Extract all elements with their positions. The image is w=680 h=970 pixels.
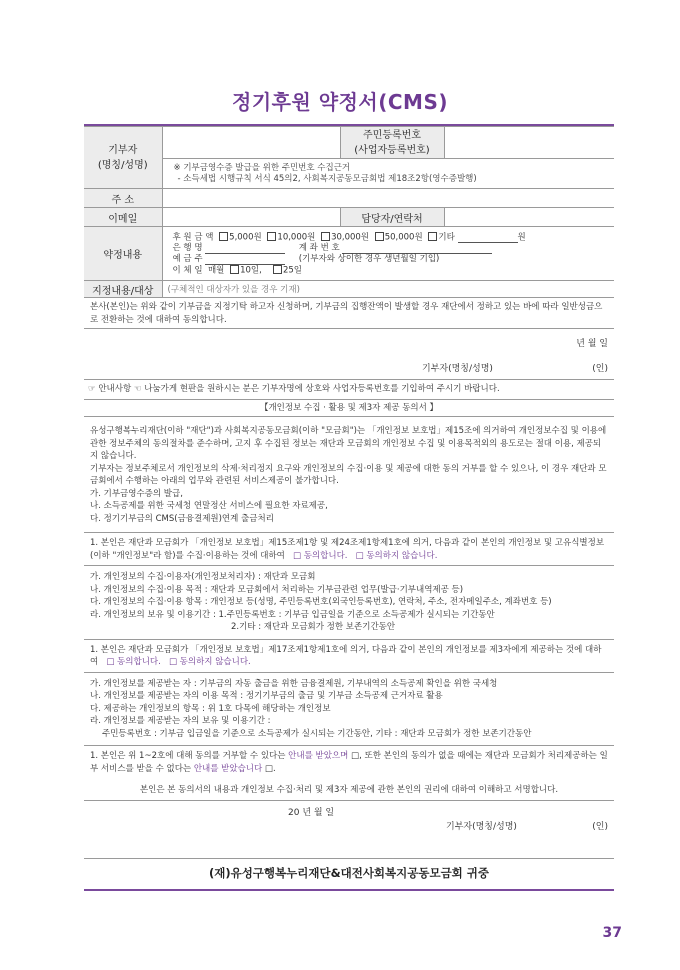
consent-q1: 1. 본인은 재단과 모금회가 「개인정보 보호법」제15조제1항 및 제24조제1항제1호에 의거, 다음과 같이 본인의 개인정보 및 고유식별정보(이하 "개인정보"라 함)를 수집·이용하는 것에 대하여 □ 동의합니다. □ 동의하지 않습니다. bbox=[90, 538, 605, 561]
contact-label: 담당자/연락처 bbox=[340, 208, 444, 227]
holder-row: 예 금 주 (기부자와 상이한 경우 생년월일 기입) bbox=[172, 253, 440, 264]
consent-q2: 1. 본인은 재단과 모금회가 「개인정보 보호법」제17조제1항제1호에 의거, 다음과 같이 본인의 개인정보를 제3자에게 제공하는 것에 대하여 □ 동의합니다. □ 동의하지 않습니다. bbox=[90, 644, 602, 667]
amount-checkbox-other[interactable] bbox=[428, 232, 437, 241]
receipt-note: ※ 기부금영수증 발급을 위한 주민번호 수집근거 - 소득세법 시행규칙 서식 45의2, 사회복지공동모금회법 제18조2항(영수증발행) bbox=[162, 159, 614, 189]
bank-name-input[interactable] bbox=[205, 244, 285, 254]
email-field[interactable] bbox=[162, 208, 340, 227]
withdraw-row: 이 체 일 매월 10일, 25일 bbox=[172, 265, 302, 275]
q2-disagree-option[interactable]: □ 동의하지 않습니다. bbox=[168, 657, 251, 667]
signature-area bbox=[84, 329, 614, 379]
consent-q3: 1. 본인은 위 1~2호에 대해 동의를 거부할 수 있다는 안내를 받았으며 □, 또한 본인의 동의가 없을 때에는 재단과 모금회가 처리제공하는 일부 서비스를 받을 수 없다는 안내를 받았습니다 □. bbox=[90, 751, 608, 774]
agreement-text: 본사(본인)는 위와 같이 기부금을 지정기탁 하고자 신청하며, 기부금의 집행잔액이 발생할 경우 재단에서 정하고 있는 바에 따라 일반성금으로 전환하는 것에 대하여 동의합니다. bbox=[90, 302, 603, 325]
resident-no-label: 주민등록번호 (사업자등록번호) bbox=[340, 127, 444, 159]
consent-title: 【개인정보 수집 · 활용 및 제3자 제공 동의서 】 bbox=[259, 402, 439, 413]
q2-agree-option[interactable]: □ 동의합니다. bbox=[106, 657, 161, 667]
consent-service-2: 나. 소득공제를 위한 국세청 연말정산 서비스에 필요한 자료제공, bbox=[90, 501, 328, 511]
account-holder-input[interactable] bbox=[205, 255, 285, 265]
q1-agree-option[interactable]: □ 동의합니다. bbox=[293, 550, 348, 561]
designation-label: 지정내용/대상 bbox=[84, 281, 162, 298]
sign-date: 년 월 일 bbox=[576, 339, 608, 349]
final-sign-area bbox=[84, 801, 614, 835]
pledge-content bbox=[162, 227, 614, 281]
designation-field[interactable]: (구체적인 대상자가 있을 경우 기재) bbox=[162, 281, 614, 298]
pledge-label: 약정내용 bbox=[84, 227, 162, 281]
amount-checkbox-50000[interactable] bbox=[375, 232, 384, 241]
page-title: 정기후원 약정서(CMS) bbox=[232, 90, 448, 114]
pledge-table bbox=[84, 126, 614, 298]
pledge-form bbox=[84, 124, 614, 835]
consent-service-1: 가. 기부금영수증의 발급, bbox=[90, 488, 183, 499]
consent-q1-items: 가. 개인정보의 수집·이용자(개인정보처리자) : 재단과 모금회 나. 개인정보의 수집·이용 목적 : 재단과 모금회에서 처리하는 기부금관련 업무(발급·기부내역제공 등) 다. 개인정보의 수집·이용 항목 : 개인정보 등(성명, 주민등록번호(외국인등록번호), 연락처, 주소, 전자메일주소, 계좌번호 등) 라. 개인정보의 보유 및 이용기간 : 1.주민등록번호 : 기부금 입금일을 기준으로 소득공제가 실시되는 기간동안 2.기타 : 재단과 모금회가 정한 보존기간동안 bbox=[90, 572, 552, 632]
q1-disagree-option[interactable]: □ 동의하지 않습니다. bbox=[355, 550, 438, 561]
account-number-input[interactable] bbox=[342, 244, 492, 254]
bank-row: 은 행 명 계 좌 번 호 bbox=[173, 243, 609, 254]
guide-note: ☞ 안내사항 ☜ 나눔가게 현판을 원하시는 분은 기부자명에 상호와 사업자등록번호를 기입하여 주시기 바랍니다. bbox=[88, 384, 500, 394]
amount-checkbox-30000[interactable] bbox=[321, 232, 330, 241]
withdraw-checkbox-25[interactable] bbox=[273, 265, 282, 274]
amount-checkbox-5000[interactable] bbox=[219, 232, 228, 241]
page-number: 37 bbox=[602, 925, 622, 941]
final-date: 20 년 월 일 bbox=[288, 807, 335, 818]
donor-name-field[interactable] bbox=[162, 127, 340, 159]
address-label: 주 소 bbox=[84, 189, 162, 208]
consent-intro: 유성구행복누리재단(이하 "재단")과 사회복지공동모금회(이하 "모금회")는 「개인정보 보호법」제15조에 의거하여 개인정보수집 및 이용에 관한 정보주체의 동의절차를 준수하며, 고지 후 수집된 정보는 재단과 모금회의 개인정보 수집 및 이용목적외의 용도로는 절대 이용, 제공되지 않습니다. 기부자는 정보주체로서 개인정보의 삭제·처리정지 요구와 개인정보의 수집·이용 및 제공에 대한 동의 거부를 할 수 있으나, 이 경우 재단과 모금회에서 수행하는 아래의 업무와 관련된 서비스제공이 불가합니다. 가. 기부금영수증의 발급, 나. 소득공제를 위한 국세청 연말정산 서비스에 필요한 자료제공, 다. 정기기부금의 CMS(금융결제원)연계 출금처리 bbox=[90, 426, 607, 524]
email-label: 이메일 bbox=[84, 208, 162, 227]
contact-field[interactable] bbox=[444, 208, 614, 227]
q3-notice-1[interactable]: 안내를 받았으며 bbox=[288, 751, 349, 761]
consent-q2-items: 가. 개인정보를 제공받는 자 : 기부금의 자동 출금을 위한 금융결제원, 기부내역의 소득공제 확인을 위한 국세청 나. 개인정보를 제공받는 자의 이용 목적 : 정기기부금의 출금 및 기부금 소득공제 근거자료 활용 다. 제공하는 개인정보의 항목 : 위 1호 다목에 해당하는 개인정보 라. 개인정보를 제공받는 자의 보유 및 이용기간 : 주민등록번호 : 기부금 입금일을 기준으로 소득공제가 실시되는 기간동안, 기타 : 재단과 모금회가 정한 보존기간동안 bbox=[90, 678, 532, 739]
donor-label: 기부자 (명칭/성명) bbox=[84, 127, 162, 189]
final-donor-sign: 기부자(명칭/성명) bbox=[446, 821, 517, 832]
amount-other-input[interactable] bbox=[458, 233, 518, 243]
seal-mark: (인) bbox=[592, 364, 608, 374]
withdraw-checkbox-10[interactable] bbox=[230, 265, 239, 274]
q3-notice-2[interactable]: 안내를 받았습니다 bbox=[193, 763, 263, 774]
final-seal-mark: (인) bbox=[592, 821, 608, 832]
consent-service-3: 다. 정기기부금의 CMS(금융결제원)연계 출금처리 bbox=[90, 513, 274, 524]
donor-sign-label: 기부자(명칭/성명) bbox=[422, 364, 493, 374]
organization-footer: (재)유성구행복누리재단&대전사회복지공동모금회 귀중 bbox=[84, 858, 614, 891]
amount-row: 후 원 금 액 5,000원 10,000원 30,000원 50,000원 기타 원 bbox=[172, 232, 526, 242]
resident-no-field[interactable] bbox=[444, 127, 614, 159]
address-field[interactable] bbox=[162, 189, 614, 208]
final-statement: 본인은 본 동의서의 내용과 개인정보 수집·처리 및 제3자 제공에 관한 본인의 권리에 대하여 이해하고 서명합니다. bbox=[139, 785, 559, 795]
amount-checkbox-10000[interactable] bbox=[267, 232, 276, 241]
